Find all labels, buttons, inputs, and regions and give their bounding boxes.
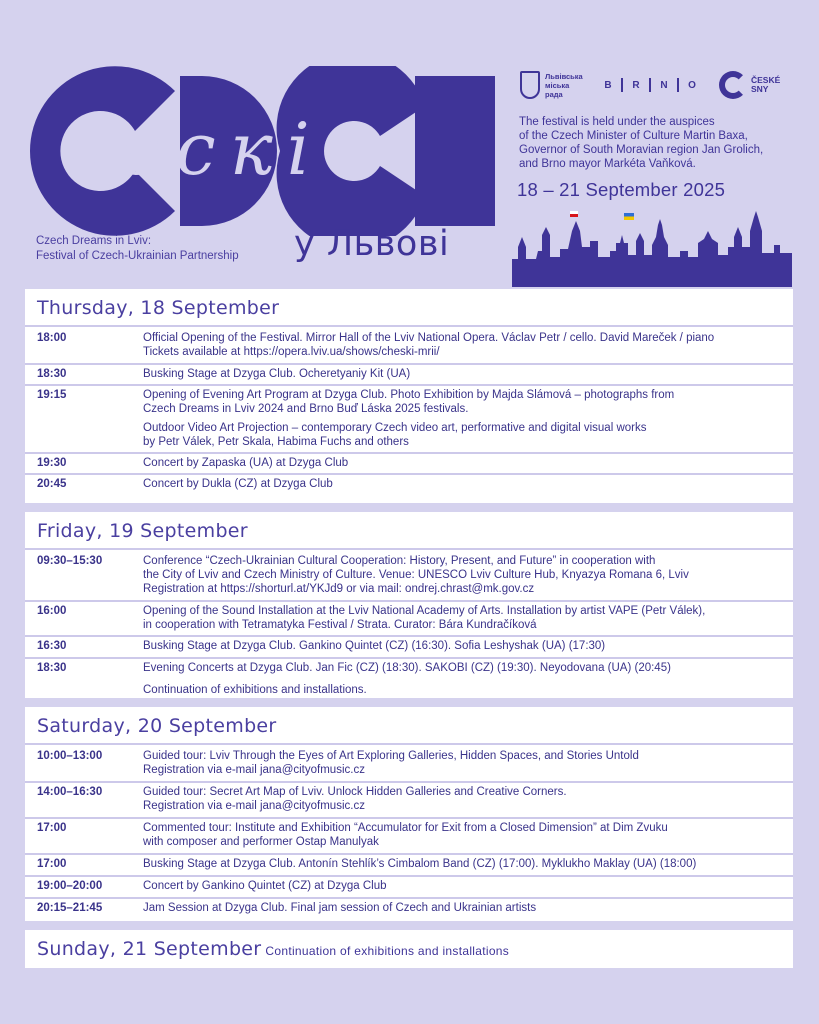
schedule-row [25,386,793,419]
event-time: 20:45 [37,478,67,490]
logo-text: ческі [60,107,324,191]
event-time [25,419,143,452]
brno-logo: B R N O [604,79,696,91]
event-description: Busking Stage at Dzyga Club. Ocheretyaniy Kit (UA) [143,368,411,380]
schedule-row [25,659,793,681]
event-time: 17:00 [37,858,67,870]
day-title: Saturday, 20 September [37,715,277,737]
schedule-row [25,602,793,637]
schedule-row [25,475,793,496]
event-description: Outdoor Video Art Projection – contemporary Czech video art, performative and digital visual works by Petr Válek, Petr Skala, Habima Fuchs and others [143,422,647,448]
event-description: Concert by Dukla (CZ) at Dzyga Club [143,478,333,490]
event-description: Commented tour: Institute and Exhibition “Accumulator for Exit from a Closed Dimension” at Dim Zvuku with composer and performer Ostap Manulyak [143,822,668,848]
event-time: 16:00 [37,605,67,617]
schedule-row [25,419,793,454]
event-description: Concert by Zapaska (UA) at Dzyga Club [143,457,349,469]
ceske-sny-icon [719,71,747,99]
day-title: Thursday, 18 September [37,297,280,319]
day-note: Continuation of exhibitions and installations [265,944,510,958]
event-description: Guided tour: Lviv Through the Eyes of Art Exploring Galleries, Hidden Spaces, and Stories Untold Registration via e-mail jana@cityofmusic.cz [143,750,639,776]
event-description: Continuation of exhibitions and installations. [143,684,367,696]
schedule-row [25,365,793,386]
event-time: 18:30 [37,662,67,674]
event-time: 18:30 [37,368,67,380]
event-description: Busking Stage at Dzyga Club. Gankino Quintet (CZ) (16:30). Sofia Leshyshak (UA) (17:30) [143,640,606,652]
event-description: Jam Session at Dzyga Club. Final jam session of Czech and Ukrainian artists [143,902,537,914]
event-description: Official Opening of the Festival. Mirror Hall of the Lviv National Opera. Václav Petr / cello. David Mareček / piano Tickets available at https://opera.lviv.ua/shows/cheski-mrii/ [143,332,715,358]
schedule-row [25,552,793,602]
event-time: 19:15 [37,389,67,401]
event-description: Opening of the Sound Installation at the Lviv National Academy of Arts. Installation by artist VAPE (Petr Válek), in cooperation with Tetramatyka Festival / Strata. Curator: Bára Kundračíková [143,605,706,631]
event-description: Busking Stage at Dzyga Club. Antonín Stehlík’s Cimbalom Band (CZ) (17:00). Myklukho Maklay (UA) (18:00) [143,858,697,870]
event-time: 16:30 [37,640,67,652]
schedule-row [25,637,793,659]
event-time: 17:00 [37,822,67,834]
lviv-crest-icon [520,71,540,99]
event-time: 18:00 [37,332,67,344]
schedule-row [25,899,793,919]
day-title: Sunday, 21 September Continuation of exhibitions and installations [37,938,510,960]
day-title: Friday, 19 September [37,520,248,542]
ceske-sny-logo: ČESKÉ SNY [719,71,789,99]
schedule-row [25,819,793,855]
event-description: Concert by Gankino Quintet (CZ) at Dzyga Club [143,880,387,892]
event-description: Evening Concerts at Dzyga Club. Jan Fic (CZ) (18:30). SAKOBI (CZ) (19:30). Neyodovana (UA) (20:45) [143,662,671,674]
schedule-row [25,877,793,899]
event-time: 19:30 [37,457,67,469]
event-description: Opening of Evening Art Program at Dzyga Club. Photo Exhibition by Majda Slámová – photographs from Czech Dreams in Lviv 2024 and Brno Buď Láska 2025 festivals. [143,389,675,415]
day-card-saturday [25,707,793,921]
day-card-thursday [25,289,793,503]
event-description: Conference “Czech-Ukrainian Cultural Cooperation: History, Present, and Future” in cooperation with the City of Lviv and Czech Ministry of Culture. Venue: UNESCO Lviv Culture Hub, Knyazya Romana 6, Lviv Registration at https://shorturl.at/YKJd9 or via mail: ondrej.chrast@mk.gov.cz [143,555,689,595]
lviv-skyline-illustration [512,207,792,287]
partner-logos [520,68,789,102]
event-time: 10:00–13:00 [37,750,103,762]
event-description: Guided tour: Secret Art Map of Lviv. Unlock Hidden Galleries and Creative Corners. Registration via e-mail jana@cityofmusic.cz [143,786,567,812]
auspices-text: The festival is held under the auspices of the Czech Minister of Culture Martin Baxa, Governor of South Moravian region Jan Grolich, and Brno mayor Markéta Vaňková. [519,116,764,170]
festival-logo [30,66,500,236]
festival-header [0,0,819,290]
event-time: 14:00–16:30 [37,786,103,798]
day-card-friday [25,512,793,698]
event-time: 19:00–20:00 [37,880,103,892]
schedule-row [25,747,793,783]
schedule-row [25,329,793,365]
schedule-row [25,783,793,819]
festival-subtitle: Czech Dreams in Lviv: Festival of Czech-Ukrainian Partnership [36,235,239,262]
festival-dates: 18 – 21 September 2025 [517,179,726,200]
location-title: у Львові [294,224,450,264]
event-time: 09:30–15:30 [37,555,103,567]
schedule-row [25,855,793,877]
schedule-row [25,681,793,701]
schedule-row [25,454,793,475]
event-time [25,681,143,701]
event-time: 20:15–21:45 [37,902,103,914]
lviv-city-council-logo: Львівська міська рада [520,71,587,99]
day-card-sunday [25,930,793,968]
